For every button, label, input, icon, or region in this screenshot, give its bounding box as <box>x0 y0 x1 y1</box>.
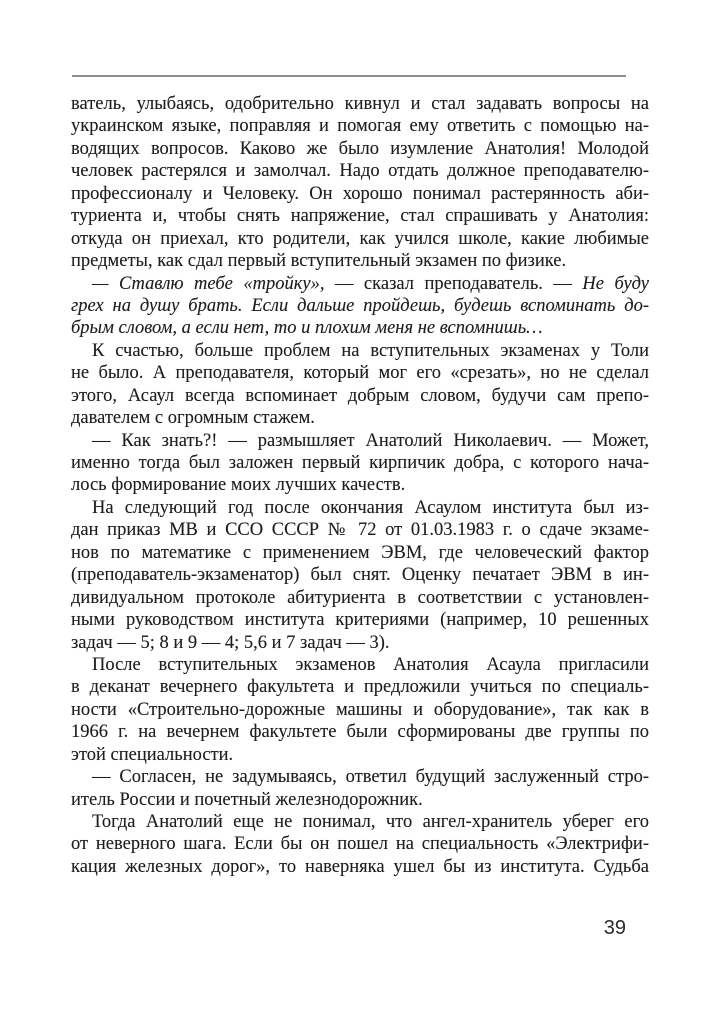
text-line <box>71 385 649 407</box>
text-line <box>71 789 649 811</box>
text-run: После вступительных экзаменов Анатолия Асаула пригласили <box>92 654 649 675</box>
text-run: этой специальности. <box>71 744 234 765</box>
text-line <box>71 160 649 182</box>
text-line <box>71 766 649 788</box>
text-line <box>71 744 649 766</box>
text-run: давателем с огромным стажем. <box>71 408 315 429</box>
text-line <box>71 632 649 654</box>
text-line <box>71 250 649 272</box>
text-run: Тогда Анатолий еще не понимал, что ангел-хранитель уберег его <box>92 812 649 832</box>
text-line <box>71 317 649 339</box>
text-line <box>71 564 649 586</box>
text-run: 1966 г. на вечернем факультете были сформированы две группы по <box>71 722 649 743</box>
text-run: К счастью, больше проблем на вступительных экзаменах у Толи <box>92 340 649 361</box>
text-run: дан приказ МВ и ССО СССР № 72 от 01.03.1983 г. о сдаче экзаме- <box>71 520 649 541</box>
body-text <box>71 93 649 878</box>
text-line <box>71 833 649 855</box>
text-line <box>71 138 649 160</box>
text-line <box>71 205 649 227</box>
text-run: туриента и, чтобы снять напряжение, стал спрашивать у Анатолия: <box>71 206 649 227</box>
text-line <box>71 452 649 474</box>
text-line <box>71 474 649 496</box>
text-run: именно тогда был заложен первый кирпичик добра, с которого нача- <box>71 453 649 473</box>
text-line <box>71 115 649 137</box>
text-line <box>71 340 649 362</box>
text-run: (преподаватель-экзаменатор) был снят. Оценку печатает ЭВМ в ин- <box>71 565 649 586</box>
text-run: кация железных дорог», то наверняка ушел бы из института. Судьба <box>71 856 649 877</box>
text-run: — Согласен, не задумываясь, ответил будущий заслуженный стро- <box>92 767 649 788</box>
text-run: ности «Строительно-дорожные машины и оборудование», так как в <box>71 699 649 720</box>
page-number: 39 <box>603 917 626 939</box>
text-run: украинском языке, поправляя и помогая ему ответить с помощью на- <box>71 116 649 137</box>
text-run: дивидуальном протоколе абитуриента в соответствии с установлен- <box>71 587 649 608</box>
text-line <box>71 519 649 541</box>
text-run: задач — 5; 8 и 9 — 4; 5,6 и 7 задач — 3). <box>71 632 390 653</box>
text-run: не было. А преподавателя, который мог его «срезать», но не сделал <box>71 363 649 384</box>
text-run: в деканат вечернего факультета и предложили учиться по специаль- <box>71 677 649 698</box>
text-line <box>71 228 649 250</box>
text-line <box>71 93 649 115</box>
italic-text-run: грех на душу брать. Если дальше пройдешь, будешь вспоминать до- <box>71 295 649 316</box>
text-line <box>71 609 649 631</box>
text-line <box>71 676 649 698</box>
text-run: ватель, улыбаясь, одобрительно кивнул и стал задавать вопросы на <box>71 94 649 114</box>
text-line <box>71 542 649 564</box>
text-line <box>71 699 649 721</box>
text-line <box>71 273 649 295</box>
text-run: нов по математике с применением ЭВМ, где человеческий фактор <box>71 542 649 563</box>
text-run: человек растерялся и замолчал. Надо отдать должное преподавателю- <box>71 161 649 182</box>
text-line <box>71 183 649 205</box>
text-line <box>71 721 649 743</box>
text-line <box>71 407 649 429</box>
text-run: профессионалу и Человеку. Он хорошо понимал растерянность аби- <box>71 183 649 204</box>
header-rule <box>72 75 626 77</box>
text-line <box>71 295 649 317</box>
text-run: ными руководством института критериями (например, 10 решенных <box>71 610 649 631</box>
text-run: На следующий год после окончания Асаулом института был из- <box>92 497 649 518</box>
text-run: итель России и почетный железнодорожник. <box>71 789 423 810</box>
italic-text-run: Не буду <box>582 273 649 294</box>
italic-text-run: — Ставлю тебе «тройку», <box>92 273 325 294</box>
text-line <box>71 587 649 609</box>
text-run: лось формирование моих лучших качеств. <box>71 475 406 496</box>
text-run: водящих вопросов. Каково же было изумление Анатолия! Молодой <box>71 138 649 159</box>
text-line <box>71 497 649 519</box>
text-run: этого, Асаул всегда вспоминает добрым словом, будучи сам препо- <box>71 385 649 406</box>
text-run: от неверного шага. Если бы он пошел на специальность «Электрифи- <box>71 834 649 855</box>
italic-text-run: брым словом, а если нет, то и плохим меня не вспомнишь… <box>71 318 543 339</box>
text-line <box>71 811 649 833</box>
text-line <box>71 856 649 878</box>
text-run: предметы, как сдал первый вступительный экзамен по физике. <box>71 251 567 272</box>
text-line <box>71 362 649 384</box>
text-run: откуда он приехал, кто родители, как учился школе, какие любимые <box>71 228 649 249</box>
text-line <box>71 654 649 676</box>
text-run: — Как знать?! — размышляет Анатолий Николаевич. — Может, <box>92 430 649 451</box>
text-line <box>71 430 649 452</box>
text-run: — сказал преподаватель. — <box>324 273 583 294</box>
